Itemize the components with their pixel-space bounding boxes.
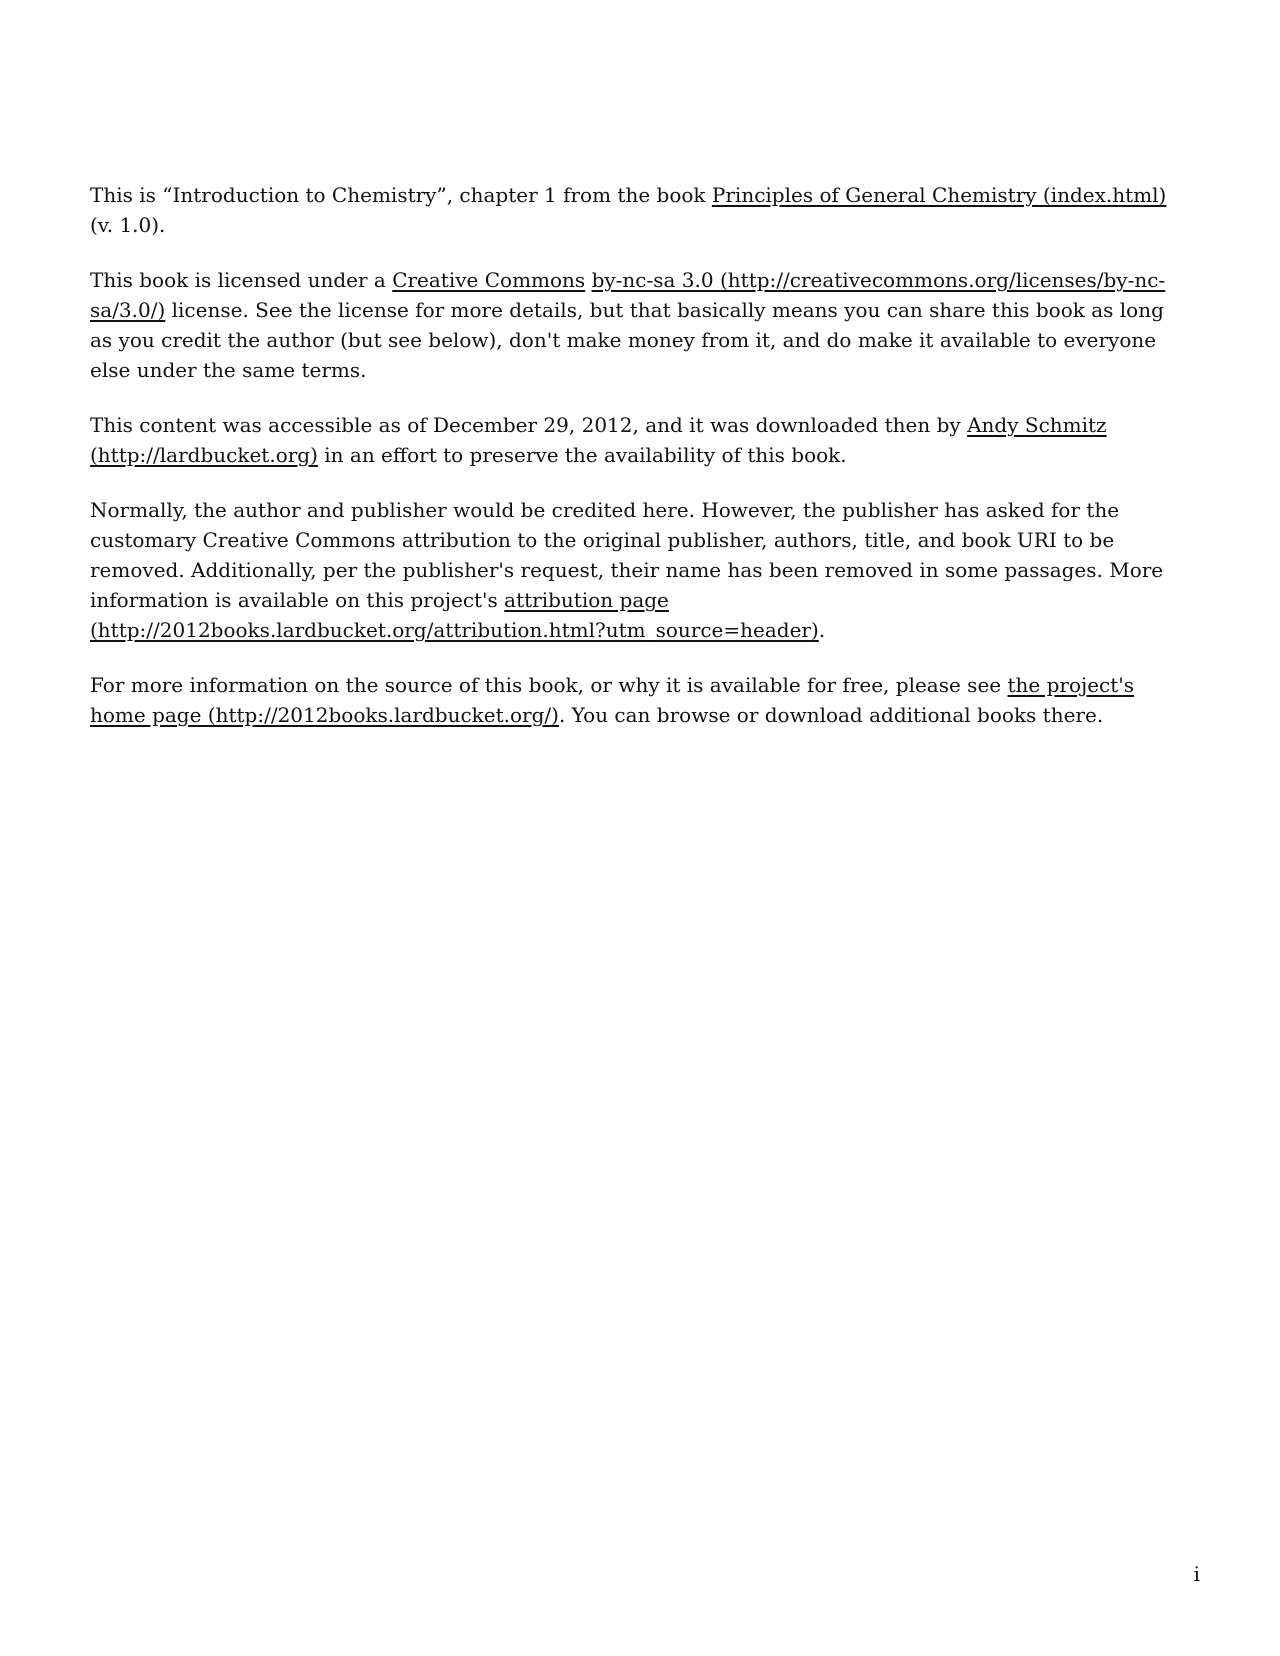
access-purpose-text: in an effort to preserve the availability of this book. <box>317 443 847 467</box>
license-link[interactable]: by-nc-sa 3.0 (http://creativecommons.org/licenses/by-nc-sa/3.0/) <box>90 268 1166 322</box>
intro-text: This is “Introduction to Chemistry”, chapter 1 from the book <box>90 183 712 207</box>
attribution-text: Normally, the author and publisher would be credited here. However, the publisher has asked for the customary Creative Commons attribution to the original publisher, authors, title, and book URI to be removed. Additionally, per the publisher's request, their name has been removed in some passages. More information is available on this project's <box>90 498 1164 612</box>
access-paragraph <box>90 410 1190 470</box>
page-number: i <box>1193 1562 1200 1586</box>
book-index-link[interactable]: Principles of General Chemistry (index.html) <box>711 183 1167 207</box>
front-matter <box>90 180 1190 755</box>
license-paragraph <box>90 265 1190 385</box>
creative-commons-link[interactable]: Creative Commons <box>392 268 586 292</box>
license-text: This book is licensed under a <box>90 268 393 292</box>
author-link[interactable]: Andy Schmitz (http://lardbucket.org) <box>90 413 1107 467</box>
attribution-paragraph: Normally, the author and publisher would be credited here. However, the publisher has asked for the customary Creative Commons attribution to the original publisher, authors, title, and book URI to be removed. Additionally, per the publisher's request, their name has been removed in some passages. More information is available on this project's attribution page (http://2012books.lardbucket.org/attribution.html?utm_source=header). <box>90 498 1164 642</box>
license-details-text: license. See the license for more details, but that basically means you can share this book as long as you credit the author (but see below), don't make money from it, and do make it available to everyone else under the same terms. <box>90 298 1164 382</box>
intro-paragraph <box>90 180 1190 240</box>
project-home-link[interactable]: the project's home page (http://2012books.lardbucket.org/) <box>90 673 1135 727</box>
intro-version-text: (v. 1.0). <box>90 213 166 237</box>
more-info-end-text: . You can browse or download additional books there. <box>558 703 1104 727</box>
access-text: This content was accessible as of December 29, 2012, and it was downloaded then by <box>90 413 968 437</box>
attribution-page-link[interactable]: attribution page (http://2012books.lardbucket.org/attribution.html?utm_source=header) <box>90 588 819 642</box>
more-info-text: For more information on the source of this book, or why it is available for free, please see <box>90 673 1008 697</box>
more-info-paragraph <box>90 670 1190 730</box>
